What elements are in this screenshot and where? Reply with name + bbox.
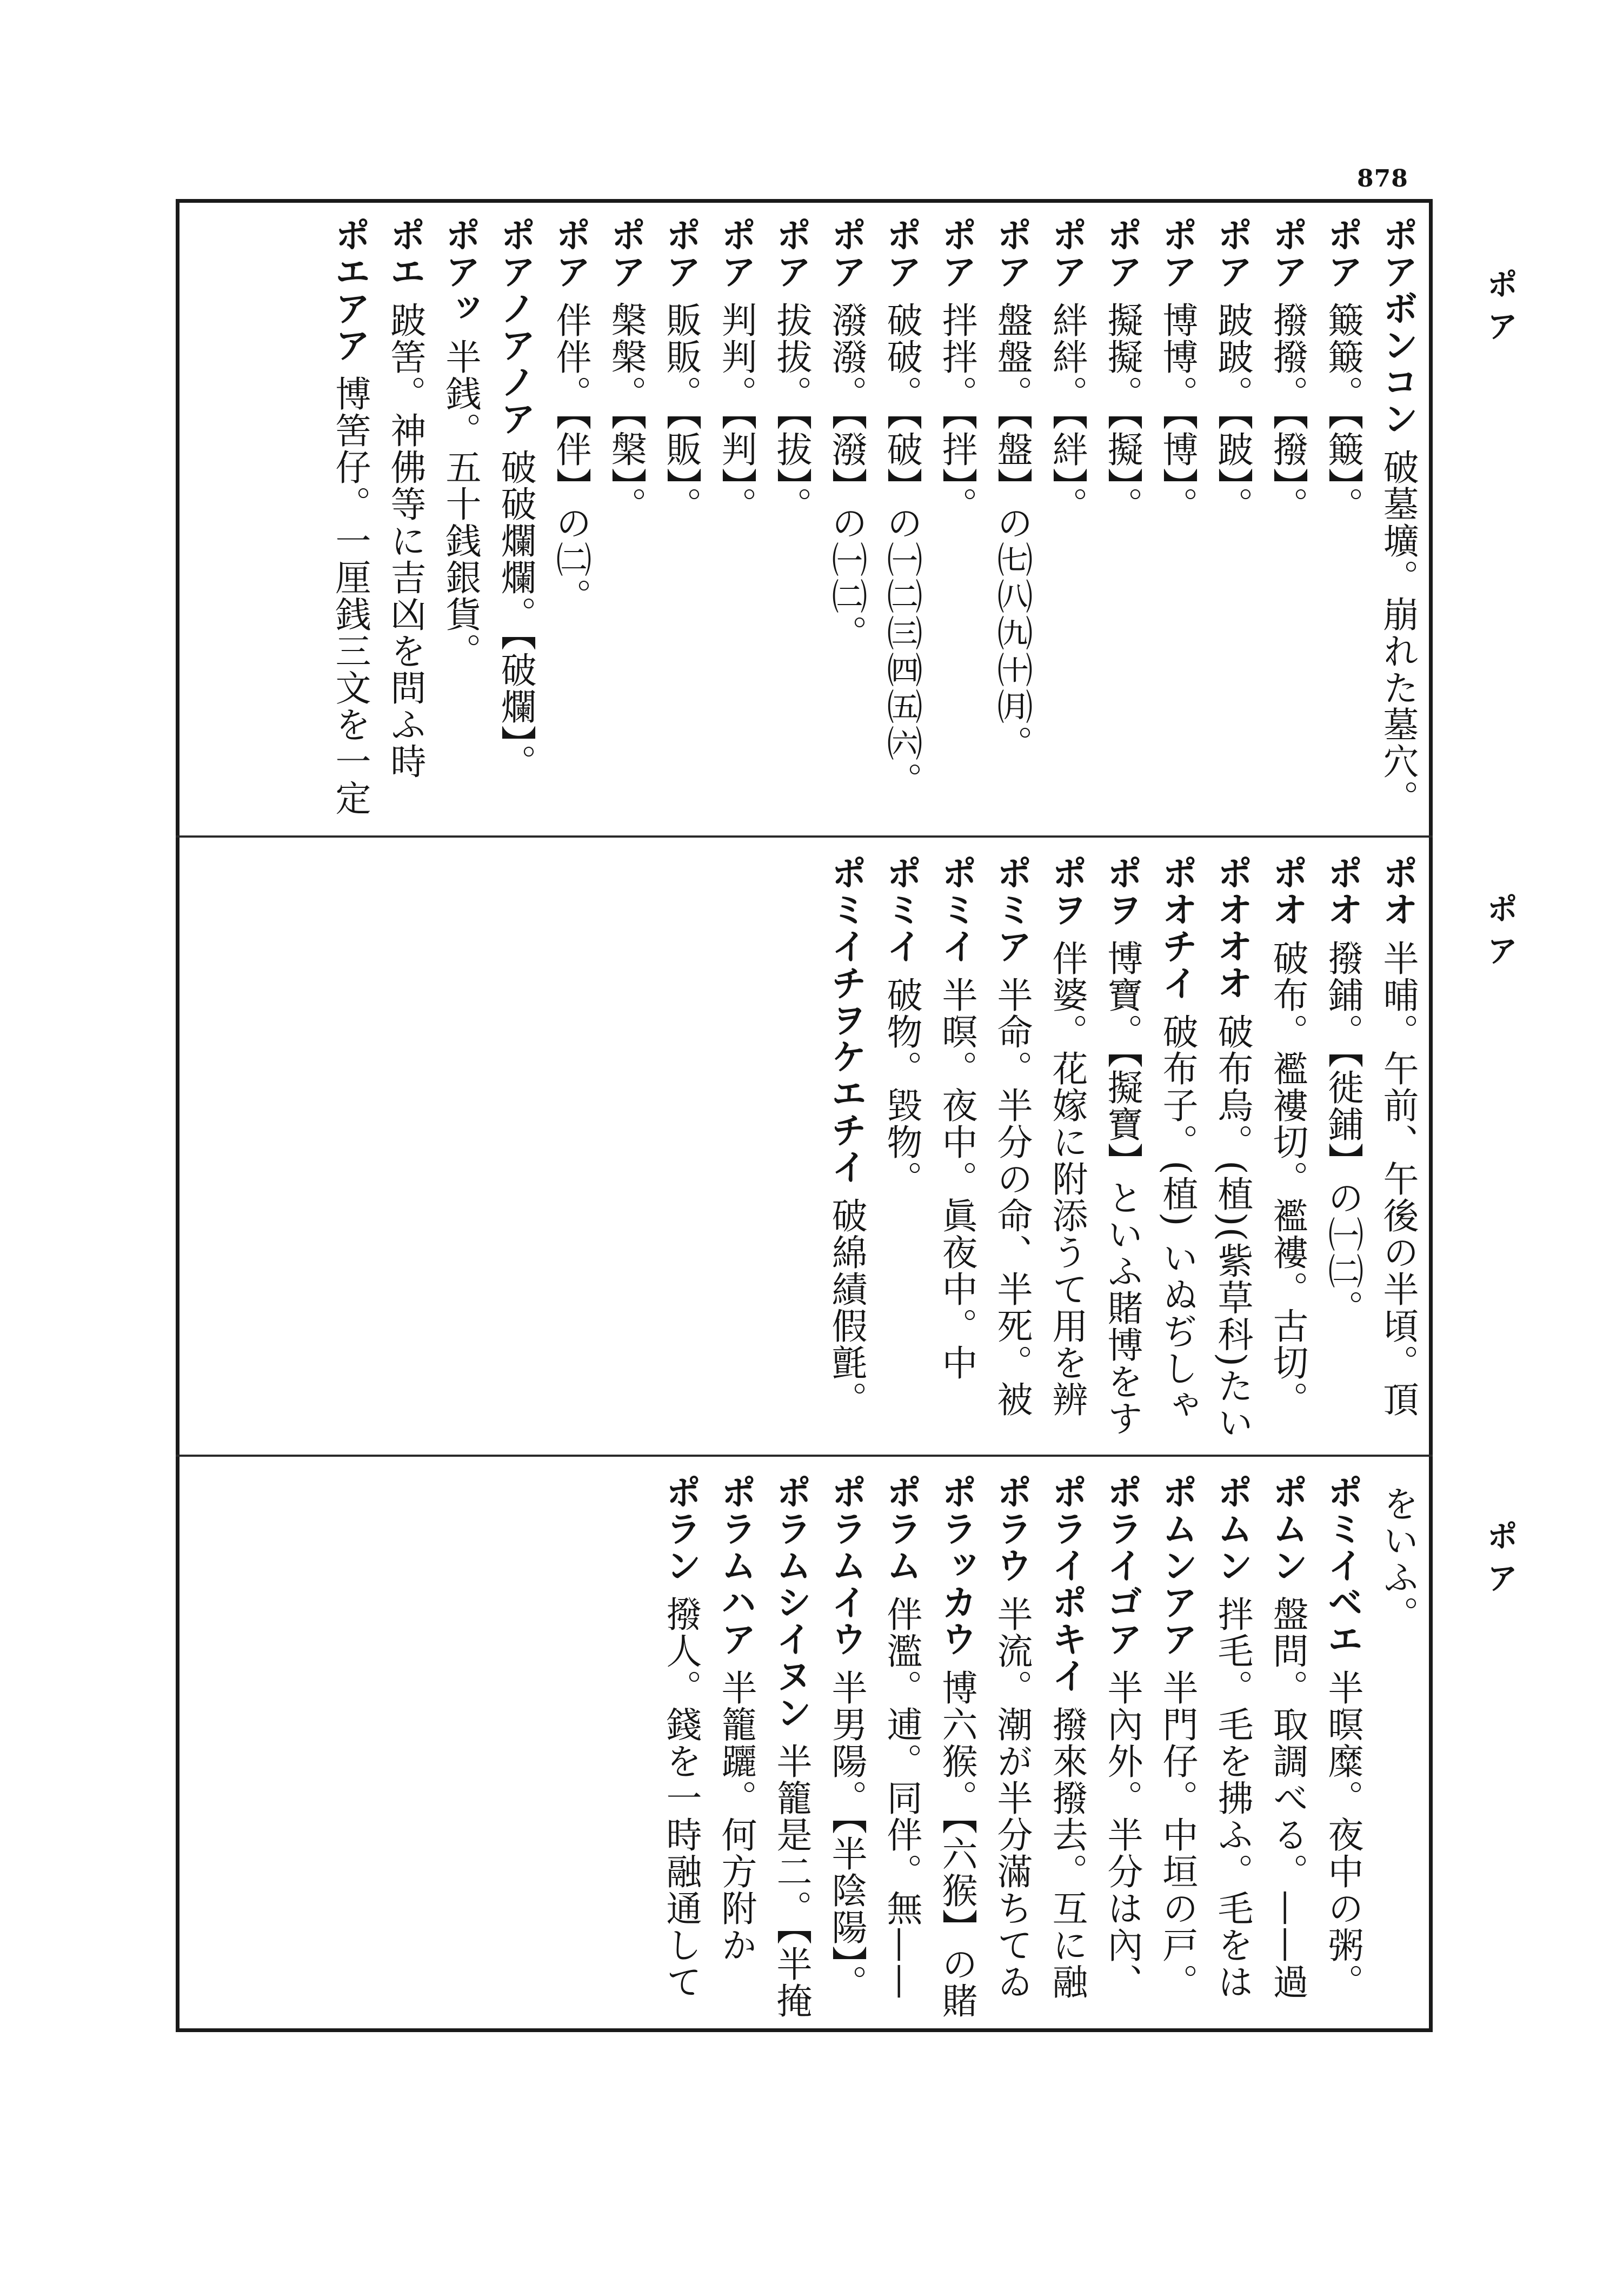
dictionary-entry <box>708 1474 763 2020</box>
dictionary-entry <box>377 216 432 819</box>
dictionary-entry <box>542 216 597 819</box>
entry-headword: ポア <box>990 216 1033 290</box>
dictionary-entry <box>1259 1474 1314 2020</box>
entry-headword: ポア <box>770 216 812 290</box>
dictionary-entry <box>1039 216 1094 819</box>
dictionary-entry <box>1314 1474 1369 2020</box>
entry-definition: 半暝。夜中。眞夜中。中 <box>936 977 977 1381</box>
entry-headword: ポヲ <box>1101 854 1143 928</box>
entry-headword: ポア <box>1211 216 1253 290</box>
entry-headword: ポア <box>604 216 647 290</box>
dictionary-entry <box>1039 1474 1094 2020</box>
entry-headword: ポオオオ <box>1211 854 1253 1001</box>
entry-definition: 半流。潮が半分滿ちてゐ <box>991 1596 1033 2000</box>
entry-definition: 伴伴。【伴】の㈡。 <box>550 302 591 615</box>
entry-headword: ポア <box>715 216 757 290</box>
dictionary-entry <box>1204 216 1259 819</box>
entry-definition: 破布。襤褸切。襤褸。古切。 <box>1267 940 1308 1418</box>
dictionary-tier-top <box>187 216 1425 819</box>
entry-headword: ポラッカウ <box>935 1474 977 1657</box>
dictionary-tier-bottom <box>187 1474 1425 2020</box>
entry-headword: ポミイ <box>935 854 977 965</box>
entry-headword: ポオ <box>1321 854 1363 928</box>
entry-definition: 半籠躧。何方附か <box>715 1669 757 1963</box>
entry-definition: 半門仔。中垣の戸。 <box>1156 1669 1198 2000</box>
dictionary-entry <box>928 1474 983 2020</box>
entry-definition: 判判。【判】。 <box>715 302 757 523</box>
dictionary-entry <box>1094 216 1149 819</box>
dictionary-entry <box>1204 854 1259 1441</box>
dictionary-entry <box>763 1474 818 2020</box>
dictionary-entry <box>1149 1474 1204 2020</box>
entry-headword: ポア <box>660 216 702 290</box>
entry-headword: ポア <box>549 216 591 290</box>
dictionary-entry <box>1314 216 1369 819</box>
entry-definition: 跛筈。神佛等に吉凶を問ふ時 <box>384 302 426 780</box>
entry-headword: ポア <box>1101 216 1143 290</box>
dictionary-entry <box>1204 1474 1259 2020</box>
entry-definition: 半暝糜。夜中の粥。 <box>1322 1669 1363 2000</box>
entry-headword: ポア <box>1321 216 1363 290</box>
dictionary-entry <box>1314 854 1369 1441</box>
entry-definition: 半晡。午前、午後の半頃。頂 <box>1377 940 1419 1418</box>
entry-headword: ポアッ <box>439 216 481 327</box>
entry-headword: ポア <box>1156 216 1198 290</box>
entry-headword: ポア <box>935 216 977 290</box>
entry-headword: ポミイチヲケエチイ <box>825 854 867 1185</box>
entry-headword: ポア <box>1266 216 1308 290</box>
tier-divider <box>176 835 1433 838</box>
entry-headword: ポヲ <box>1046 854 1088 928</box>
entry-headword: ポアノアノア <box>494 216 536 437</box>
entry-definition: 博博。【博】。 <box>1156 302 1198 523</box>
entry-definition: 伴婆。花嫁に附添うて用を辨 <box>1046 940 1088 1418</box>
running-head: ポ ア <box>1481 268 1518 342</box>
entry-definition: 破綿績假氈。 <box>826 1197 867 1418</box>
entry-headword: ポラムイウ <box>825 1474 867 1657</box>
entry-definition: 撥撥。【撥】。 <box>1267 302 1308 523</box>
entry-definition: 博六猴。【六猴】の賭 <box>936 1669 977 2019</box>
entry-definition: 盤盤。【盤】の㈦㈧㈨㈩㈪。 <box>991 302 1033 762</box>
dictionary-entry <box>983 216 1039 819</box>
entry-headword: ポムンアア <box>1156 1474 1198 1657</box>
entry-definition: 博寶。【擬寶】といふ賭博をす <box>1101 940 1143 1437</box>
entry-headword: ポア <box>880 216 922 290</box>
dictionary-tier-middle <box>187 854 1425 1441</box>
entry-definition: 拔拔。【拔】。 <box>770 302 812 523</box>
dictionary-entry <box>1094 1474 1149 2020</box>
dictionary-entry <box>928 854 983 1441</box>
entry-definition: 破布烏。(植)(紫草科)たい <box>1212 1013 1253 1441</box>
entry-headword: ポムン <box>1211 1474 1253 1584</box>
dictionary-entry <box>653 216 708 819</box>
page-number: 878 <box>1357 165 1408 193</box>
dictionary-entry <box>1369 854 1425 1441</box>
entry-headword: ポラウ <box>990 1474 1033 1584</box>
dictionary-entry <box>763 216 818 819</box>
entry-definition: 半男陽。【半陰陽】。 <box>826 1669 867 2001</box>
dictionary-entry <box>1149 216 1204 819</box>
entry-definition: 拌毛。毛を拂ふ。毛をは <box>1212 1596 1253 2000</box>
entry-headword: ポアボンコン <box>1376 216 1419 437</box>
dictionary-entry <box>653 1474 708 2020</box>
dictionary-entry <box>928 216 983 819</box>
entry-headword: ポア <box>825 216 867 290</box>
dictionary-entry <box>873 854 928 1441</box>
entry-definition: 販販。【販】。 <box>660 302 702 523</box>
dictionary-entry <box>873 216 928 819</box>
entry-headword: ポラムハア <box>715 1474 757 1657</box>
dictionary-entry <box>487 216 542 819</box>
dictionary-entry <box>1149 854 1204 1441</box>
entry-definition: 破破。【破】の㈠㈡㈢㈣㈤㈥。 <box>881 302 922 799</box>
entry-definition: 絆絆。【絆】。 <box>1046 302 1088 523</box>
entry-definition: 簸簸。【簸】。 <box>1322 302 1363 523</box>
entry-headword: ポオ <box>1266 854 1308 928</box>
dictionary-entry <box>1369 1474 1425 2020</box>
entry-headword: ポオ <box>1376 854 1419 928</box>
dictionary-entry <box>597 216 653 819</box>
running-head: ポ ア <box>1481 892 1518 966</box>
entry-definition: 伴濫。逋。同伴。無—— <box>881 1596 922 2000</box>
entry-definition: 盤問。取調べる。——過 <box>1267 1596 1308 2000</box>
dictionary-entry <box>1259 216 1314 819</box>
entry-headword: ポライポキイ <box>1046 1474 1088 1694</box>
entry-headword: ポア <box>1046 216 1088 290</box>
entry-headword: ポライゴア <box>1101 1474 1143 1657</box>
entry-definition: 槃槃。【槃】。 <box>605 302 647 523</box>
entry-headword: ポラム <box>880 1474 922 1584</box>
entry-definition: 撥來撥去。互に融 <box>1046 1706 1088 2000</box>
entry-definition: 破布子。(植) いぬぢしゃ <box>1156 1013 1198 1424</box>
dictionary-entry <box>322 216 377 819</box>
dictionary-entry <box>1039 854 1094 1441</box>
entry-headword: ポムン <box>1266 1474 1308 1584</box>
dictionary-entry <box>708 216 763 819</box>
entry-definition: をいふ。 <box>1377 1485 1419 1633</box>
dictionary-entry <box>1259 854 1314 1441</box>
entry-headword: ポミイ <box>880 854 922 965</box>
entry-definition: 破物。毀物。 <box>881 977 922 1197</box>
entry-definition: 潑潑。【潑】の㈠㈡。 <box>826 302 867 652</box>
entry-headword: ポラムシイヌン <box>770 1474 812 1731</box>
dictionary-entry <box>432 216 487 819</box>
entry-definition: 拌拌。【拌】。 <box>936 302 977 523</box>
entry-headword: ポエアア <box>329 216 371 363</box>
entry-definition: 半內外。半分は內、 <box>1101 1669 1143 2000</box>
dictionary-entry <box>873 1474 928 2020</box>
dictionary-entry <box>983 1474 1039 2020</box>
entry-definition: 撥鋪。【徙鋪】の㈠㈡。 <box>1322 940 1363 1326</box>
dictionary-entry <box>818 854 873 1441</box>
entry-definition: 跛跛。【跛】。 <box>1212 302 1253 523</box>
entry-definition: 擬擬。【擬】。 <box>1101 302 1143 523</box>
entry-definition: 半命。半分の命、半死。被 <box>991 977 1033 1418</box>
entry-headword: ポエ <box>384 216 426 290</box>
dictionary-entry <box>983 854 1039 1441</box>
dictionary-entry <box>818 216 873 819</box>
dictionary-entry <box>1369 216 1425 819</box>
tier-divider <box>176 1455 1433 1457</box>
entry-definition: 破墓壙。崩れた墓穴。 <box>1377 449 1419 817</box>
dictionary-entry <box>818 1474 873 2020</box>
entry-definition: 撥人。錢を一時融通して <box>660 1596 702 2000</box>
running-head: ポ ア <box>1481 1519 1518 1594</box>
entry-headword: ポミア <box>990 854 1033 965</box>
entry-headword: ポミイベエ <box>1321 1474 1363 1657</box>
entry-headword: ポラン <box>660 1474 702 1584</box>
entry-headword: ポオチイ <box>1156 854 1198 1001</box>
entry-definition: 半籠是二。【半掩 <box>770 1743 812 2019</box>
entry-definition: 破破爛爛。【破爛】。 <box>495 449 536 781</box>
entry-definition: 半銭。五十銭銀貨。 <box>440 339 481 669</box>
dictionary-entry <box>1094 854 1149 1441</box>
entry-definition: 博筈仔。一厘銭三文を一定 <box>329 375 371 817</box>
